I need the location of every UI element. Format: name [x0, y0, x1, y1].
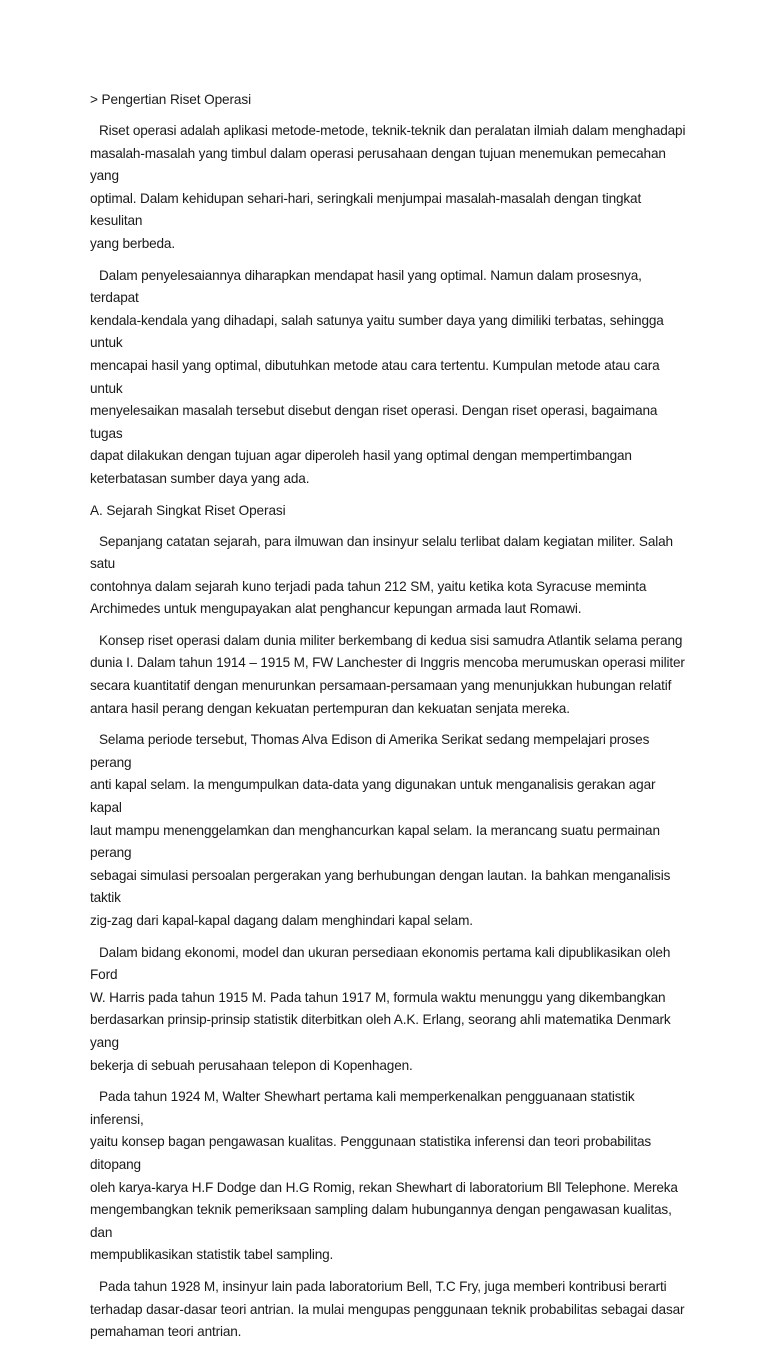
- section-heading-sejarah: A. Sejarah Singkat Riset Operasi: [90, 502, 286, 518]
- section-heading-pengertian: > Pengertian Riset Operasi: [90, 92, 251, 107]
- paragraph-history-5: Pada tahun 1924 M, Walter Shewhart pertama kali memperkenalkan pengguanaan statistik inferensi, yaitu konsep bagan pengawasan kualitas. Penggunaan statistika inferensi dan teori probabilitas ditopang oleh karya-karya H.F Dodge dan H.G Romig, rekan Shewhart di laboratorium Bll Telephone. Mereka mengembangkan teknik pemeriksaan sampling dalam hubungannya dengan pengawasan kualitas, dan mempublikasikan statistik tabel sampling.: [90, 1089, 678, 1263]
- paragraph-history-6: Pada tahun 1928 M, insinyur lain pada laboratorium Bell, T.C Fry, juga memberi kontribusi berarti terhadap dasar-dasar teori antrian. Ia mulai mengupas penggunaan teknik probabilitas sebagai dasar pemahaman teori antrian.: [90, 1278, 685, 1340]
- paragraph-history-3: Selama periode tersebut, Thomas Alva Edison di Amerika Serikat sedang mempelajari proses perang anti kapal selam. Ia mengumpulkan data-data yang digunakan untuk menganalisis gerakan agar kapal laut mampu menenggelamkan dan menghancurkan kapal selam. Ia merancang suatu permainan perang sebagai simulasi persoalan pergerakan yang berhubungan dengan lautan. Ia bahkan menganalisis taktik zig-zag dari kapal-kapal dagang dalam menghindari kapal selam.: [90, 732, 671, 928]
- document-page: [90, 89, 690, 1353]
- paragraph-intro-1: Riset operasi adalah aplikasi metode-metode, teknik-teknik dan peralatan ilmiah dalam menghadapi masalah-masalah yang timbul dalam operasi perusahaan dengan tujuan menemukan pemecahan yang optimal. Dalam kehidupan sehari-hari, seringkali menjumpai masalah-masalah dengan tingkat kesulitan yang berbeda.: [90, 123, 686, 251]
- paragraph-history-2: Konsep riset operasi dalam dunia militer berkembang di kedua sisi samudra Atlantik selama perang dunia I. Dalam tahun 1914 – 1915 M, FW Lanchester di Inggris mencoba merumuskan operasi militer secara kuantitatif dengan menurunkan persamaan-persamaan yang menunjukkan hubungan relatif antara hasil perang dengan kekuatan pertempuran dan kekuatan senjata mereka.: [90, 632, 685, 716]
- paragraph-history-4: Dalam bidang ekonomi, model dan ukuran persediaan ekonomis pertama kali dipublikasikan oleh Ford W. Harris pada tahun 1915 M. Pada tahun 1917 M, formula waktu menunggu yang dikembangkan berdasarkan prinsip-prinsip statistik diterbitkan oleh A.K. Erlang, seorang ahli matematika Denmark yang bekerja di sebuah perusahaan telepon di Kopenhagen.: [90, 944, 671, 1073]
- paragraph-history-1: Sepanjang catatan sejarah, para ilmuwan dan insinyur selalu terlibat dalam kegiatan militer. Salah satu contohnya dalam sejarah kuno terjadi pada tahun 212 SM, yaitu ketika kota Syracuse meminta Archimedes untuk mengupayakan alat penghancur kepungan armada laut Romawi.: [90, 533, 673, 617]
- paragraph-intro-2: Dalam penyelesaiannya diharapkan mendapat hasil yang optimal. Namun dalam prosesnya, terdapat kendala-kendala yang dihadapi, salah satunya yaitu sumber daya yang dimiliki terbatas, sehingga untuk mencapai hasil yang optimal, dibutuhkan metode atau cara tertentu. Kumpulan metode atau cara untuk menyelesaikan masalah tersebut disebut dengan riset operasi. Dengan riset operasi, bagaimana tugas dapat dilakukan dengan tujuan agar diperoleh hasil yang optimal dengan mempertimbangan keterbatasan sumber daya yang ada.: [90, 267, 664, 486]
